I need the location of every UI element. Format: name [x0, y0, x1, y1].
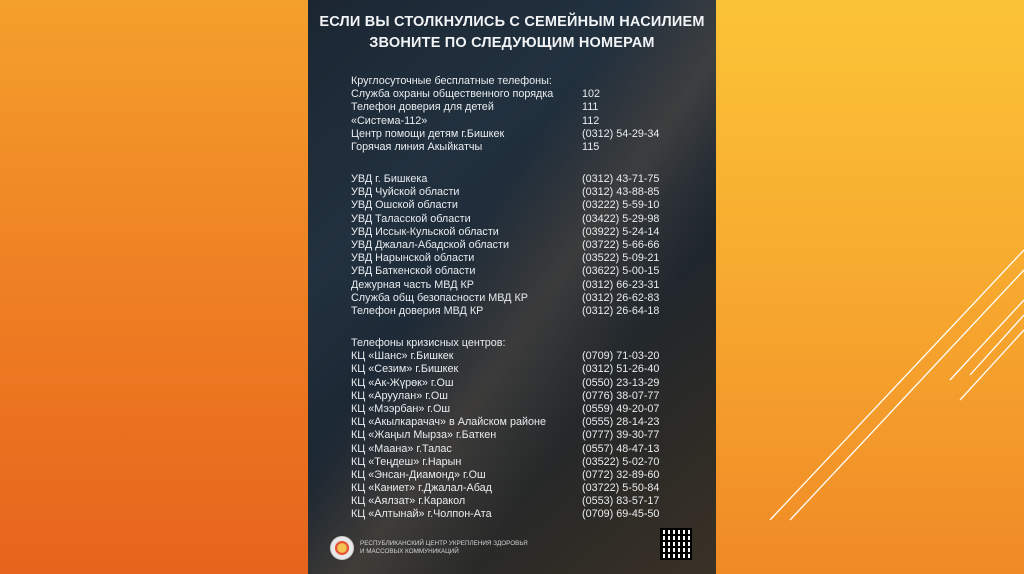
contact-name: Дежурная часть МВД КР [351, 278, 474, 291]
phone-row [351, 213, 691, 226]
organization-footer [330, 536, 528, 560]
contact-name: УВД Иссык-Кульской области [351, 225, 499, 238]
phone-number: (0772) 32-89-60 [582, 468, 660, 481]
phone-number: (0312) 43-88-85 [582, 186, 660, 199]
phone-row [351, 173, 691, 186]
phone-row [351, 495, 691, 508]
phone-number: (03522) 5-02-70 [582, 455, 660, 468]
phone-number: (03422) 5-29-98 [582, 212, 660, 225]
footer-line-2: И МАССОВЫХ КОММУНИКАЦИЙ [360, 548, 459, 555]
phone-number: (0557) 48-47-13 [582, 442, 660, 455]
phone-row [351, 482, 691, 495]
organization-logo [330, 536, 354, 560]
contact-name: УВД г. Бишкека [351, 173, 428, 185]
phone-row [351, 239, 691, 252]
contact-name: КЦ «Акылкарачач» в Алайском районе [351, 416, 546, 429]
contact-name: УВД Таласской области [351, 212, 471, 225]
phone-number: (0312) 26-62-83 [582, 291, 660, 304]
contact-name: КЦ «Сезим» г.Бишкек [351, 363, 459, 376]
phone-row [351, 226, 691, 239]
phone-row [351, 199, 691, 212]
phone-row [351, 186, 691, 199]
phone-number: (03222) 5-59-10 [582, 199, 660, 212]
phone-row [351, 429, 691, 442]
phone-number: (0709) 71-03-20 [582, 350, 660, 363]
contact-name: КЦ «Энсан-Диамонд» г.Ош [351, 468, 486, 481]
phone-number: (03722) 5-50-84 [582, 482, 660, 495]
phone-row [351, 252, 691, 265]
phone-number: (0777) 39-30-77 [582, 429, 660, 442]
phone-number: (0312) 54-29-34 [582, 127, 660, 140]
phone-row [351, 115, 691, 128]
poster-title [308, 12, 716, 54]
phone-row [351, 292, 691, 305]
phone-number: 115 [582, 140, 600, 153]
footer-line-1: РЕСПУБЛИКАНСКИЙ ЦЕНТР УКРЕПЛЕНИЯ ЗДОРОВЬЯ [360, 540, 528, 547]
contact-name: «Система-112» [351, 114, 428, 127]
phone-row [351, 443, 691, 456]
contact-name: КЦ «Каниет» г.Джалал-Абад [351, 482, 492, 495]
phone-number: (0312) 66-23-31 [582, 278, 660, 291]
phone-number: (0709) 69-45-50 [582, 508, 660, 521]
phone-row [351, 305, 691, 318]
contact-name: КЦ «Шанс» г.Бишкек [351, 350, 454, 363]
contact-name: КЦ «Алтынай» г.Чолпон-Ата [351, 508, 492, 521]
phone-number: (0312) 51-26-40 [582, 363, 660, 376]
contact-name: УВД Джалал-Абадской области [351, 238, 509, 251]
phone-number: (03722) 5-66-66 [582, 238, 660, 251]
phone-number: 111 [582, 101, 599, 114]
contact-name: Служба общ безопасности МВД КР [351, 291, 528, 304]
contact-name: КЦ «Мээрбан» г.Ош [351, 402, 451, 415]
contact-name: Горячая линия Акыйкатчы [351, 140, 483, 153]
contact-name: Телефон доверия для детей [351, 101, 494, 114]
contact-name: Телефон доверия МВД КР [351, 304, 484, 317]
phone-number: 112 [582, 114, 600, 127]
phone-row [351, 265, 691, 278]
poster [308, 0, 716, 574]
contact-name: УВД Ошской области [351, 199, 458, 212]
phone-row [351, 403, 691, 416]
phone-row [351, 141, 691, 154]
phone-row [351, 350, 691, 363]
phone-number: (0550) 23-13-29 [582, 376, 660, 389]
phone-number: (03922) 5-24-14 [582, 225, 660, 238]
contact-name: КЦ «Аялзат» г.Каракол [351, 495, 466, 508]
contact-name: УВД Нарынской области [351, 252, 475, 265]
phone-number: (0776) 38-07-77 [582, 389, 660, 402]
crisis-centers-section [351, 337, 691, 522]
phone-number: (0555) 28-14-23 [582, 416, 660, 429]
phone-row [351, 416, 691, 429]
phone-number: (0312) 43-71-75 [582, 173, 660, 185]
phone-number: (0312) 26-64-18 [582, 304, 660, 317]
hotlines-section [351, 75, 691, 154]
phone-row [351, 390, 691, 403]
phone-number: (03622) 5-00-15 [582, 265, 660, 278]
police-section [351, 173, 691, 318]
contact-name: Центр помощи детям г.Бишкек [351, 127, 505, 140]
contact-name: КЦ «Жаңыл Мырза» г.Баткен [351, 429, 497, 442]
contact-name: УВД Чуйской области [351, 186, 460, 199]
phone-row [351, 456, 691, 469]
contact-name: КЦ «Маана» г.Талас [351, 442, 452, 455]
phone-row [351, 101, 691, 114]
phone-row [351, 279, 691, 292]
phone-number: (03522) 5-09-21 [582, 252, 660, 265]
phone-number: 102 [582, 88, 601, 101]
slide-background-left [0, 0, 308, 574]
title-line-2: ЗВОНИТЕ ПО СЛЕДУЮЩИМ НОМЕРАМ [369, 35, 655, 51]
phone-number: (0559) 49-20-07 [582, 402, 660, 415]
phone-row [351, 469, 691, 482]
phone-row [351, 88, 691, 101]
decorative-lines [760, 230, 1024, 530]
contact-name: КЦ «Теңдеш» г.Нарын [351, 455, 462, 468]
phone-row [351, 508, 691, 521]
phone-number: (0553) 83-57-17 [582, 495, 660, 508]
phone-row [351, 377, 691, 390]
contact-name: КЦ «Аруулан» г.Ош [351, 389, 448, 402]
contact-name: УВД Баткенской области [351, 265, 476, 278]
contact-name: Служба охраны общественного порядка [351, 88, 554, 101]
phone-row [351, 128, 691, 141]
title-line-1: ЕСЛИ ВЫ СТОЛКНУЛИСЬ С СЕМЕЙНЫМ НАСИЛИЕМ [319, 14, 705, 30]
section-header: Телефоны кризисных центров: [351, 337, 506, 349]
phone-row [351, 363, 691, 376]
qr-code [660, 528, 692, 560]
section-header: Круглосуточные бесплатные телефоны: [351, 75, 552, 87]
contact-name: КЦ «Ак-Жүрөк» г.Ош [351, 376, 454, 389]
